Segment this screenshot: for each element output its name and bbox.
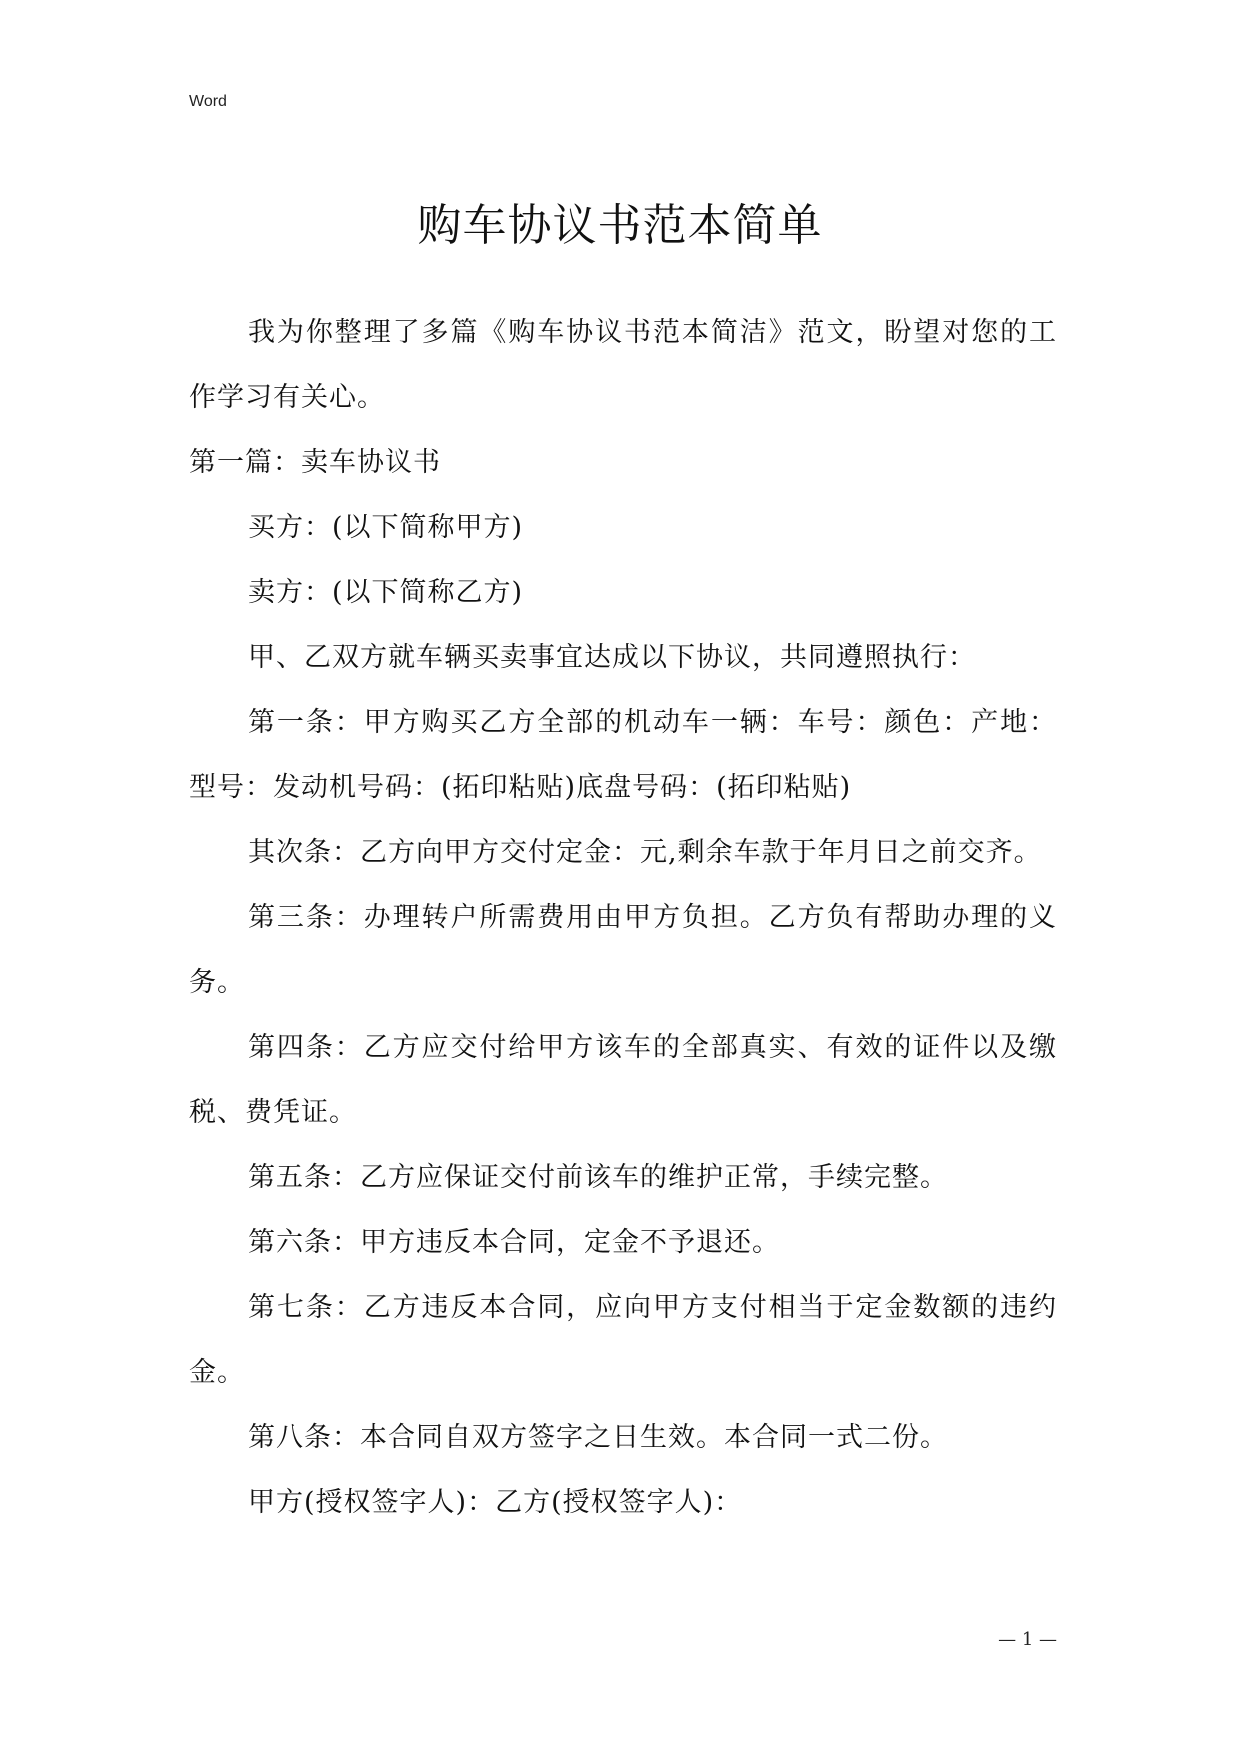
clause-1: 第一条：甲方购买乙方全部的机动车一辆：车号：颜色：产地：型号：发动机号码：(拓印粘贴)底盘号码：(拓印粘贴) — [189, 707, 1057, 803]
clause-3: 第三条：办理转户所需费用由甲方负担。乙方负有帮助办理的义务。 — [189, 902, 1057, 998]
seller-line: 卖方：(以下简称乙方) — [248, 577, 524, 608]
clause-4: 第四条：乙方应交付给甲方该车的全部真实、有效的证件以及缴税、费凭证。 — [189, 1032, 1057, 1128]
buyer-line: 买方：(以下简称甲方) — [248, 512, 524, 543]
document-header-label: Word — [189, 93, 227, 110]
clause-2: 其次条：乙方向甲方交付定金：元,剩余车款于年月日之前交齐。 — [248, 837, 1042, 868]
section-heading: 第一篇：卖车协议书 — [189, 447, 441, 478]
clause-7: 第七条：乙方违反本合同，应向甲方支付相当于定金数额的违约金。 — [189, 1292, 1057, 1388]
document-body — [189, 300, 1057, 1535]
clause-8: 第八条：本合同自双方签字之日生效。本合同一式二份。 — [248, 1422, 948, 1453]
page-number: — 1 — — [998, 1629, 1057, 1650]
document-title: 购车协议书范本简单 — [417, 200, 823, 251]
signature-line: 甲方(授权签字人)：乙方(授权签字人)： — [248, 1487, 743, 1518]
clause-6: 第六条：甲方违反本合同，定金不予退还。 — [248, 1227, 780, 1258]
clause-5: 第五条：乙方应保证交付前该车的维护正常，手续完整。 — [248, 1162, 948, 1193]
intro-paragraph: 我为你整理了多篇《购车协议书范本简洁》范文，盼望对您的工作学习有关心。 — [189, 317, 1057, 413]
agreement-preamble: 甲、乙双方就车辆买卖事宜达成以下协议，共同遵照执行： — [248, 642, 976, 673]
